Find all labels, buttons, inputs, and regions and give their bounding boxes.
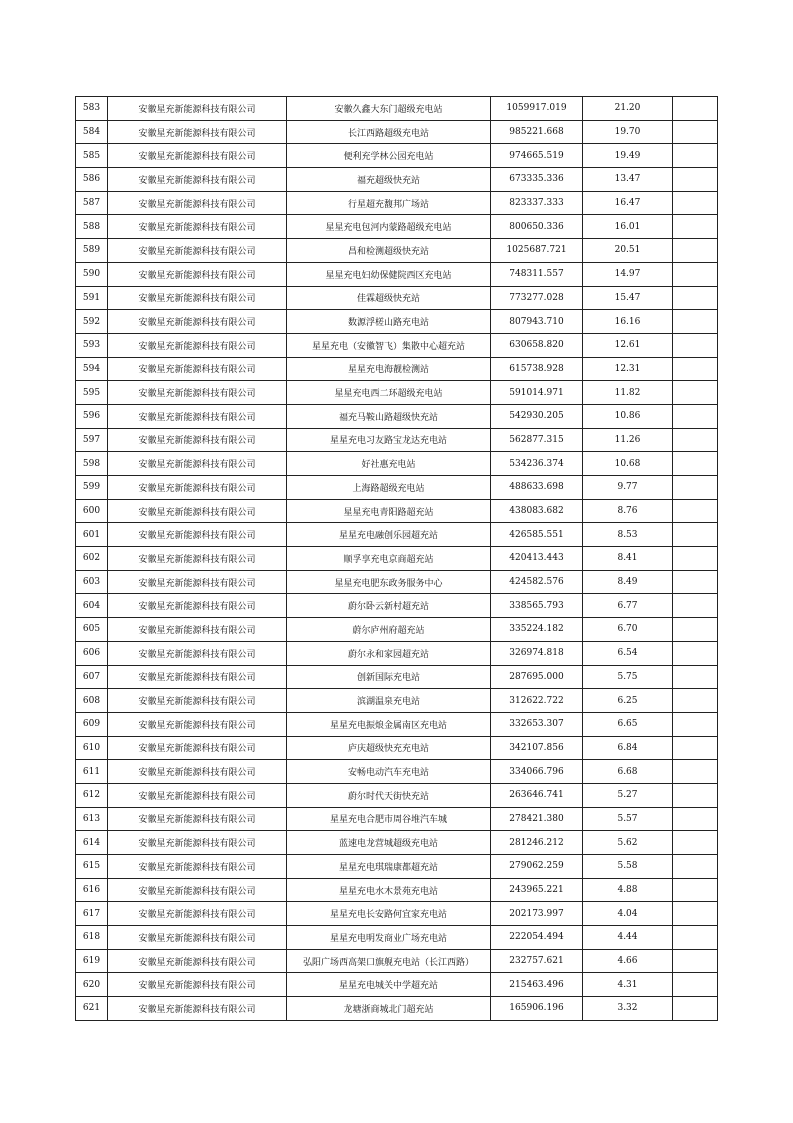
company-name-cell: 安徽星充新能源科技有限公司 — [108, 191, 287, 215]
table-row — [76, 144, 718, 168]
row-number-cell: 586 — [76, 168, 108, 192]
row-number-cell: 585 — [76, 144, 108, 168]
row-number-cell: 598 — [76, 452, 108, 476]
percentage-cell: 12.31 — [583, 357, 673, 381]
company-name-cell: 安徽星充新能源科技有限公司 — [108, 120, 287, 144]
value-cell: 807943.710 — [491, 310, 583, 334]
station-name-cell: 星星充电海靓检测站 — [287, 357, 491, 381]
station-name-cell: 好社惠充电站 — [287, 452, 491, 476]
remarks-cell — [673, 381, 718, 405]
value-cell: 800650.336 — [491, 215, 583, 239]
company-name-cell: 安徽星充新能源科技有限公司 — [108, 381, 287, 405]
row-number-cell: 596 — [76, 404, 108, 428]
table-row — [76, 689, 718, 713]
percentage-cell: 6.68 — [583, 760, 673, 784]
remarks-cell — [673, 689, 718, 713]
table-row — [76, 97, 718, 121]
percentage-cell: 8.53 — [583, 523, 673, 547]
station-name-cell: 庐庆超级快充充电站 — [287, 736, 491, 760]
company-name-cell: 安徽星充新能源科技有限公司 — [108, 262, 287, 286]
value-cell: 312622.722 — [491, 689, 583, 713]
station-name-cell: 便利充学林公园充电站 — [287, 144, 491, 168]
remarks-cell — [673, 333, 718, 357]
percentage-cell: 6.70 — [583, 618, 673, 642]
station-name-cell: 昌和检测超级快充站 — [287, 239, 491, 263]
station-name-cell: 星星充电西二环超级充电站 — [287, 381, 491, 405]
table-row — [76, 831, 718, 855]
percentage-cell: 4.66 — [583, 949, 673, 973]
table-row — [76, 523, 718, 547]
company-name-cell: 安徽星充新能源科技有限公司 — [108, 144, 287, 168]
row-number-cell: 617 — [76, 902, 108, 926]
company-name-cell: 安徽星充新能源科技有限公司 — [108, 357, 287, 381]
percentage-cell: 4.44 — [583, 926, 673, 950]
station-name-cell: 星星充电水木景苑充电站 — [287, 878, 491, 902]
remarks-cell — [673, 736, 718, 760]
value-cell: 281246.212 — [491, 831, 583, 855]
row-number-cell: 594 — [76, 357, 108, 381]
value-cell: 424582.576 — [491, 570, 583, 594]
station-name-cell: 星星充电习友路宝龙达充电站 — [287, 428, 491, 452]
value-cell: 630658.820 — [491, 333, 583, 357]
percentage-cell: 19.49 — [583, 144, 673, 168]
percentage-cell: 21.20 — [583, 97, 673, 121]
station-name-cell: 星星充电包河内蒙路超级充电站 — [287, 215, 491, 239]
company-name-cell: 安徽星充新能源科技有限公司 — [108, 428, 287, 452]
company-name-cell: 安徽星充新能源科技有限公司 — [108, 547, 287, 571]
value-cell: 287695.000 — [491, 665, 583, 689]
remarks-cell — [673, 144, 718, 168]
value-cell: 591014.971 — [491, 381, 583, 405]
company-name-cell: 安徽星充新能源科技有限公司 — [108, 807, 287, 831]
percentage-cell: 9.77 — [583, 476, 673, 500]
company-name-cell: 安徽星充新能源科技有限公司 — [108, 286, 287, 310]
company-name-cell: 安徽星充新能源科技有限公司 — [108, 712, 287, 736]
row-number-cell: 608 — [76, 689, 108, 713]
remarks-cell — [673, 760, 718, 784]
row-number-cell: 619 — [76, 949, 108, 973]
remarks-cell — [673, 949, 718, 973]
percentage-cell: 6.54 — [583, 641, 673, 665]
value-cell: 232757.621 — [491, 949, 583, 973]
table-row — [76, 736, 718, 760]
company-name-cell: 安徽星充新能源科技有限公司 — [108, 641, 287, 665]
station-name-cell: 星星充电合肥市周谷堆汽车城 — [287, 807, 491, 831]
percentage-cell: 19.70 — [583, 120, 673, 144]
station-name-cell: 星星充电明发商业广场充电站 — [287, 926, 491, 950]
value-cell: 615738.928 — [491, 357, 583, 381]
table-row — [76, 926, 718, 950]
percentage-cell: 5.27 — [583, 783, 673, 807]
company-name-cell: 安徽星充新能源科技有限公司 — [108, 949, 287, 973]
remarks-cell — [673, 191, 718, 215]
company-name-cell: 安徽星充新能源科技有限公司 — [108, 831, 287, 855]
row-number-cell: 611 — [76, 760, 108, 784]
company-name-cell: 安徽星充新能源科技有限公司 — [108, 618, 287, 642]
value-cell: 488633.698 — [491, 476, 583, 500]
remarks-cell — [673, 168, 718, 192]
percentage-cell: 6.65 — [583, 712, 673, 736]
row-number-cell: 615 — [76, 855, 108, 879]
percentage-cell: 13.47 — [583, 168, 673, 192]
company-name-cell: 安徽星充新能源科技有限公司 — [108, 878, 287, 902]
percentage-cell: 5.62 — [583, 831, 673, 855]
row-number-cell: 587 — [76, 191, 108, 215]
value-cell: 165906.196 — [491, 997, 583, 1021]
table-row — [76, 168, 718, 192]
station-name-cell: 上海路超级充电站 — [287, 476, 491, 500]
station-name-cell: 蔚尔庐州府超充站 — [287, 618, 491, 642]
value-cell: 974665.519 — [491, 144, 583, 168]
value-cell: 426585.551 — [491, 523, 583, 547]
row-number-cell: 606 — [76, 641, 108, 665]
station-name-cell: 星星充电肥东政务服务中心 — [287, 570, 491, 594]
table-row — [76, 665, 718, 689]
row-number-cell: 584 — [76, 120, 108, 144]
remarks-cell — [673, 712, 718, 736]
row-number-cell: 589 — [76, 239, 108, 263]
remarks-cell — [673, 499, 718, 523]
table-row — [76, 120, 718, 144]
table-row — [76, 902, 718, 926]
station-name-cell: 数源浮槎山路充电站 — [287, 310, 491, 334]
company-name-cell: 安徽星充新能源科技有限公司 — [108, 570, 287, 594]
remarks-cell — [673, 523, 718, 547]
remarks-cell — [673, 97, 718, 121]
percentage-cell: 10.86 — [583, 404, 673, 428]
percentage-cell: 4.31 — [583, 973, 673, 997]
row-number-cell: 597 — [76, 428, 108, 452]
remarks-cell — [673, 570, 718, 594]
percentage-cell: 20.51 — [583, 239, 673, 263]
table-row — [76, 760, 718, 784]
value-cell: 202173.997 — [491, 902, 583, 926]
table-row — [76, 641, 718, 665]
percentage-cell: 8.41 — [583, 547, 673, 571]
remarks-cell — [673, 120, 718, 144]
station-name-cell: 安畅电动汽车充电站 — [287, 760, 491, 784]
remarks-cell — [673, 997, 718, 1021]
remarks-cell — [673, 357, 718, 381]
percentage-cell: 14.97 — [583, 262, 673, 286]
company-name-cell: 安徽星充新能源科技有限公司 — [108, 97, 287, 121]
company-name-cell: 安徽星充新能源科技有限公司 — [108, 239, 287, 263]
company-name-cell: 安徽星充新能源科技有限公司 — [108, 333, 287, 357]
table-row — [76, 381, 718, 405]
value-cell: 278421.380 — [491, 807, 583, 831]
row-number-cell: 583 — [76, 97, 108, 121]
remarks-cell — [673, 641, 718, 665]
remarks-cell — [673, 831, 718, 855]
value-cell: 673335.336 — [491, 168, 583, 192]
station-name-cell: 星星充电琪瑞康都超充站 — [287, 855, 491, 879]
company-name-cell: 安徽星充新能源科技有限公司 — [108, 689, 287, 713]
remarks-cell — [673, 476, 718, 500]
value-cell: 335224.182 — [491, 618, 583, 642]
company-name-cell: 安徽星充新能源科技有限公司 — [108, 168, 287, 192]
percentage-cell: 16.16 — [583, 310, 673, 334]
percentage-cell: 4.88 — [583, 878, 673, 902]
table-row — [76, 997, 718, 1021]
company-name-cell: 安徽星充新能源科技有限公司 — [108, 902, 287, 926]
company-name-cell: 安徽星充新能源科技有限公司 — [108, 665, 287, 689]
value-cell: 243965.221 — [491, 878, 583, 902]
row-number-cell: 621 — [76, 997, 108, 1021]
row-number-cell: 600 — [76, 499, 108, 523]
table-row — [76, 594, 718, 618]
percentage-cell: 10.68 — [583, 452, 673, 476]
value-cell: 773277.028 — [491, 286, 583, 310]
station-name-cell: 蓝速电龙营城超级充电站 — [287, 831, 491, 855]
station-name-cell: 星星充电青阳路超充站 — [287, 499, 491, 523]
station-name-cell: 福充马鞍山路超级快充站 — [287, 404, 491, 428]
row-number-cell: 613 — [76, 807, 108, 831]
value-cell: 438083.682 — [491, 499, 583, 523]
table-row — [76, 499, 718, 523]
station-name-cell: 安徽久鑫大东门超级充电站 — [287, 97, 491, 121]
remarks-cell — [673, 452, 718, 476]
remarks-cell — [673, 215, 718, 239]
station-name-cell: 星星充电城关中学超充站 — [287, 973, 491, 997]
station-name-cell: 星星充电（安徽智飞）集散中心超充站 — [287, 333, 491, 357]
company-name-cell: 安徽星充新能源科技有限公司 — [108, 594, 287, 618]
station-name-cell: 蔚尔永和家园超充站 — [287, 641, 491, 665]
company-name-cell: 安徽星充新能源科技有限公司 — [108, 783, 287, 807]
company-name-cell: 安徽星充新能源科技有限公司 — [108, 926, 287, 950]
row-number-cell: 590 — [76, 262, 108, 286]
value-cell: 279062.259 — [491, 855, 583, 879]
row-number-cell: 603 — [76, 570, 108, 594]
remarks-cell — [673, 973, 718, 997]
table-row — [76, 712, 718, 736]
value-cell: 338565.793 — [491, 594, 583, 618]
remarks-cell — [673, 310, 718, 334]
percentage-cell: 3.32 — [583, 997, 673, 1021]
percentage-cell: 6.77 — [583, 594, 673, 618]
data-table — [75, 96, 718, 1021]
percentage-cell: 6.84 — [583, 736, 673, 760]
remarks-cell — [673, 855, 718, 879]
company-name-cell: 安徽星充新能源科技有限公司 — [108, 404, 287, 428]
percentage-cell: 11.26 — [583, 428, 673, 452]
percentage-cell: 11.82 — [583, 381, 673, 405]
remarks-cell — [673, 404, 718, 428]
station-name-cell: 佳霖超级快充站 — [287, 286, 491, 310]
table-row — [76, 310, 718, 334]
row-number-cell: 602 — [76, 547, 108, 571]
remarks-cell — [673, 547, 718, 571]
remarks-cell — [673, 239, 718, 263]
value-cell: 222054.494 — [491, 926, 583, 950]
row-number-cell: 614 — [76, 831, 108, 855]
station-name-cell: 星星充电长安路何宜家充电站 — [287, 902, 491, 926]
row-number-cell: 612 — [76, 783, 108, 807]
company-name-cell: 安徽星充新能源科技有限公司 — [108, 215, 287, 239]
value-cell: 334066.796 — [491, 760, 583, 784]
percentage-cell: 16.01 — [583, 215, 673, 239]
value-cell: 823337.333 — [491, 191, 583, 215]
station-name-cell: 长江西路超级充电站 — [287, 120, 491, 144]
percentage-cell: 12.61 — [583, 333, 673, 357]
value-cell: 985221.668 — [491, 120, 583, 144]
station-name-cell: 行星超充馥邦广场站 — [287, 191, 491, 215]
row-number-cell: 588 — [76, 215, 108, 239]
value-cell: 215463.496 — [491, 973, 583, 997]
table-row — [76, 783, 718, 807]
row-number-cell: 618 — [76, 926, 108, 950]
percentage-cell: 8.76 — [583, 499, 673, 523]
row-number-cell: 610 — [76, 736, 108, 760]
value-cell: 534236.374 — [491, 452, 583, 476]
value-cell: 748311.557 — [491, 262, 583, 286]
percentage-cell: 6.25 — [583, 689, 673, 713]
percentage-cell: 15.47 — [583, 286, 673, 310]
value-cell: 342107.856 — [491, 736, 583, 760]
percentage-cell: 8.49 — [583, 570, 673, 594]
remarks-cell — [673, 262, 718, 286]
table-row — [76, 286, 718, 310]
company-name-cell: 安徽星充新能源科技有限公司 — [108, 760, 287, 784]
percentage-cell: 5.57 — [583, 807, 673, 831]
station-name-cell: 星星充电妇幼保健院西区充电站 — [287, 262, 491, 286]
table-row — [76, 973, 718, 997]
table-row — [76, 547, 718, 571]
station-name-cell: 龙塘浙商城北门超充站 — [287, 997, 491, 1021]
table-row — [76, 452, 718, 476]
station-name-cell: 滨湖温泉充电站 — [287, 689, 491, 713]
table-row — [76, 878, 718, 902]
value-cell: 542930.205 — [491, 404, 583, 428]
row-number-cell: 620 — [76, 973, 108, 997]
company-name-cell: 安徽星充新能源科技有限公司 — [108, 523, 287, 547]
value-cell: 420413.443 — [491, 547, 583, 571]
company-name-cell: 安徽星充新能源科技有限公司 — [108, 310, 287, 334]
row-number-cell: 604 — [76, 594, 108, 618]
row-number-cell: 595 — [76, 381, 108, 405]
company-name-cell: 安徽星充新能源科技有限公司 — [108, 499, 287, 523]
value-cell: 1059917.019 — [491, 97, 583, 121]
row-number-cell: 607 — [76, 665, 108, 689]
remarks-cell — [673, 807, 718, 831]
station-name-cell: 顺孚享充电京商超充站 — [287, 547, 491, 571]
station-name-cell: 创新国际充电站 — [287, 665, 491, 689]
remarks-cell — [673, 428, 718, 452]
row-number-cell: 599 — [76, 476, 108, 500]
row-number-cell: 601 — [76, 523, 108, 547]
percentage-cell: 5.58 — [583, 855, 673, 879]
row-number-cell: 593 — [76, 333, 108, 357]
value-cell: 562877.315 — [491, 428, 583, 452]
company-name-cell: 安徽星充新能源科技有限公司 — [108, 997, 287, 1021]
remarks-cell — [673, 783, 718, 807]
remarks-cell — [673, 665, 718, 689]
company-name-cell: 安徽星充新能源科技有限公司 — [108, 476, 287, 500]
station-name-cell: 弘阳广场西高架口旗舰充电站（长江西路） — [287, 949, 491, 973]
row-number-cell: 609 — [76, 712, 108, 736]
table-row — [76, 239, 718, 263]
remarks-cell — [673, 926, 718, 950]
table-row — [76, 262, 718, 286]
table-body — [76, 97, 718, 1021]
table-row — [76, 357, 718, 381]
row-number-cell: 591 — [76, 286, 108, 310]
company-name-cell: 安徽星充新能源科技有限公司 — [108, 855, 287, 879]
percentage-cell: 4.04 — [583, 902, 673, 926]
value-cell: 1025687.721 — [491, 239, 583, 263]
table-row — [76, 855, 718, 879]
company-name-cell: 安徽星充新能源科技有限公司 — [108, 973, 287, 997]
table-row — [76, 404, 718, 428]
station-name-cell: 星星充电振烺金属南区充电站 — [287, 712, 491, 736]
station-name-cell: 蔚尔时代天街快充站 — [287, 783, 491, 807]
remarks-cell — [673, 902, 718, 926]
remarks-cell — [673, 618, 718, 642]
station-name-cell: 福充超级快充站 — [287, 168, 491, 192]
table-row — [76, 618, 718, 642]
row-number-cell: 592 — [76, 310, 108, 334]
table-row — [76, 215, 718, 239]
table-row — [76, 807, 718, 831]
company-name-cell: 安徽星充新能源科技有限公司 — [108, 736, 287, 760]
value-cell: 332653.307 — [491, 712, 583, 736]
percentage-cell: 16.47 — [583, 191, 673, 215]
remarks-cell — [673, 286, 718, 310]
remarks-cell — [673, 594, 718, 618]
table-row — [76, 191, 718, 215]
value-cell: 263646.741 — [491, 783, 583, 807]
remarks-cell — [673, 878, 718, 902]
percentage-cell: 5.75 — [583, 665, 673, 689]
station-name-cell: 蔚尔卧云新村超充站 — [287, 594, 491, 618]
row-number-cell: 605 — [76, 618, 108, 642]
table-row — [76, 949, 718, 973]
company-name-cell: 安徽星充新能源科技有限公司 — [108, 452, 287, 476]
station-name-cell: 星星充电融创乐园超充站 — [287, 523, 491, 547]
value-cell: 326974.818 — [491, 641, 583, 665]
table-row — [76, 570, 718, 594]
table-row — [76, 333, 718, 357]
table-row — [76, 476, 718, 500]
table-row — [76, 428, 718, 452]
row-number-cell: 616 — [76, 878, 108, 902]
